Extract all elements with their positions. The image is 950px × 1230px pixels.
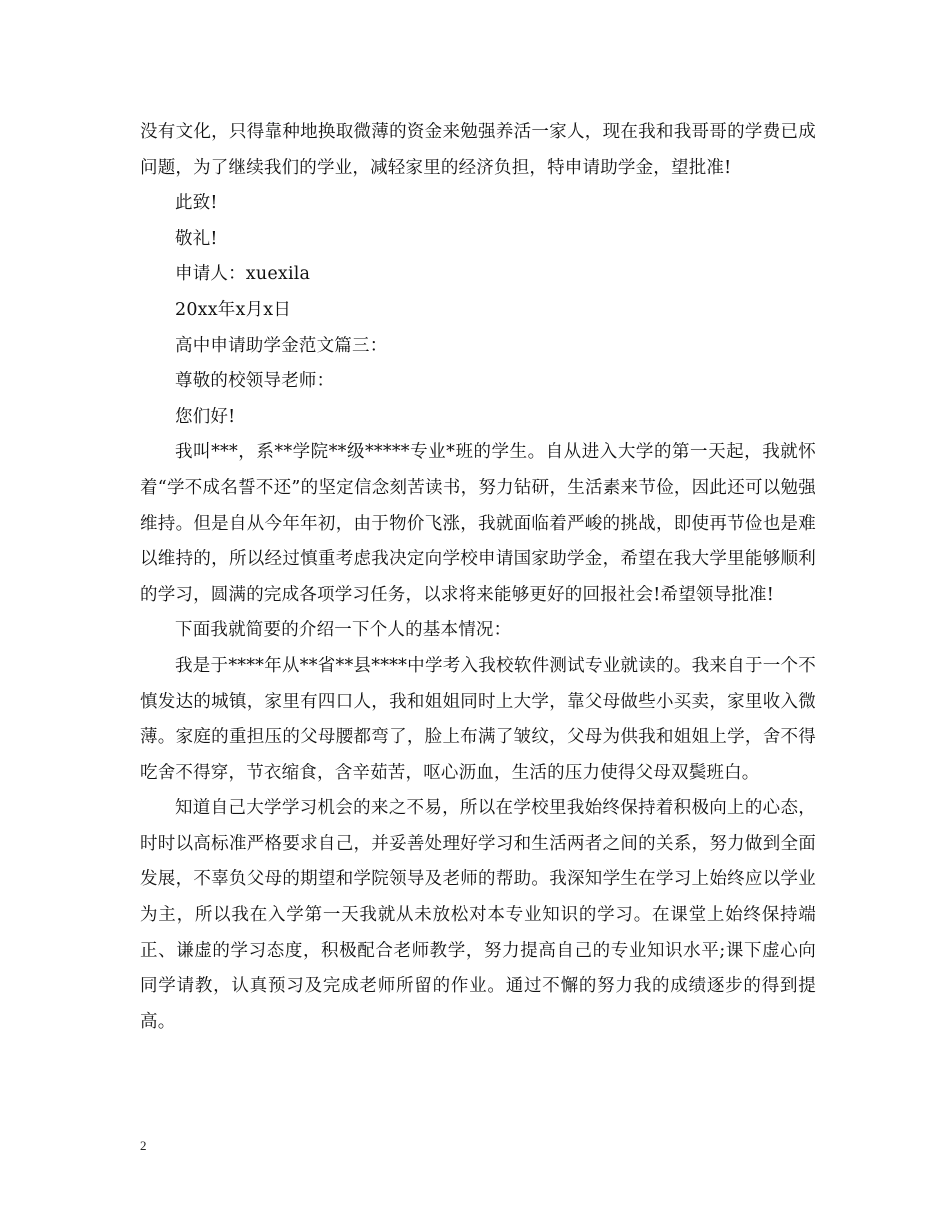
closing-salutation: 此致! — [175, 193, 218, 214]
closing-respect: 敬礼! — [175, 228, 218, 249]
letter-hello: 您们好! — [175, 406, 236, 427]
document-body — [140, 115, 816, 1040]
section-heading: 高中申请助学金范文篇三： — [175, 335, 388, 356]
paragraph-introduction: 我叫***，系**学院**级*****专业*班的学生。自从进入大学的第一天起，我就怀着“学不成名誓不还”的坚定信念刻苦读书，努力钻研，生活素来节俭，因此还可以勉强维持。但是自从今年年初，由于物价飞涨，我就面临着严峻的挑战，即使再节俭也是难以维持的，所以经过慎重考虑我决定向学校申请国家助学金，希望在我大学里能够顺利的学习，圆满的完成各项学习任务，以求将来能够更好的回报社会!希望领导批准! — [140, 442, 816, 605]
paragraph-overview: 下面我就简要的介绍一下个人的基本情况： — [175, 620, 512, 641]
paragraph-study: 知道自己大学学习机会的来之不易，所以在学校里我始终保持着积极向上的心态，时时以高标准严格要求自己，并妥善处理好学习和生活两者之间的关系，努力做到全面发展，不辜负父母的期望和学院领导及老师的帮助。我深知学生在学习上始终应以学业为主，所以我在入学第一天我就从未放松对本专业知识的学习。在课堂上始终保持端正、谦虚的学习态度，积极配合老师教学，努力提高自己的专业知识水平;课下虚心向同学请教，认真预习及完成老师所留的作业。通过不懈的努力我的成绩逐步的得到提高。 — [140, 798, 816, 1032]
paragraph-continuation: 没有文化，只得靠种地换取微薄的资金来勉强养活一家人，现在我和我哥哥的学费已成问题，为了继续我们的学业，减轻家里的经济负担，特申请助学金，望批准! — [140, 122, 816, 178]
applicant-line: 申请人：xuexila — [175, 264, 311, 285]
paragraph-background: 我是于****年从**省**县****中学考入我校软件测试专业就读的。我来自于一个不慎发达的城镇，家里有四口人，我和姐姐同时上大学，靠父母做些小买卖，家里收入微薄。家庭的重担压的父母腰都弯了，脸上布满了皱纹，父母为供我和姐姐上学，舍不得吃舍不得穿，节衣缩食，含辛茹苦，呕心沥血，生活的压力使得父母双鬓班白。 — [140, 655, 816, 783]
page-number: 2 — [140, 1138, 147, 1153]
letter-greeting: 尊敬的校领导老师： — [175, 371, 335, 392]
date-line: 20xx年x月x日 — [175, 299, 292, 320]
